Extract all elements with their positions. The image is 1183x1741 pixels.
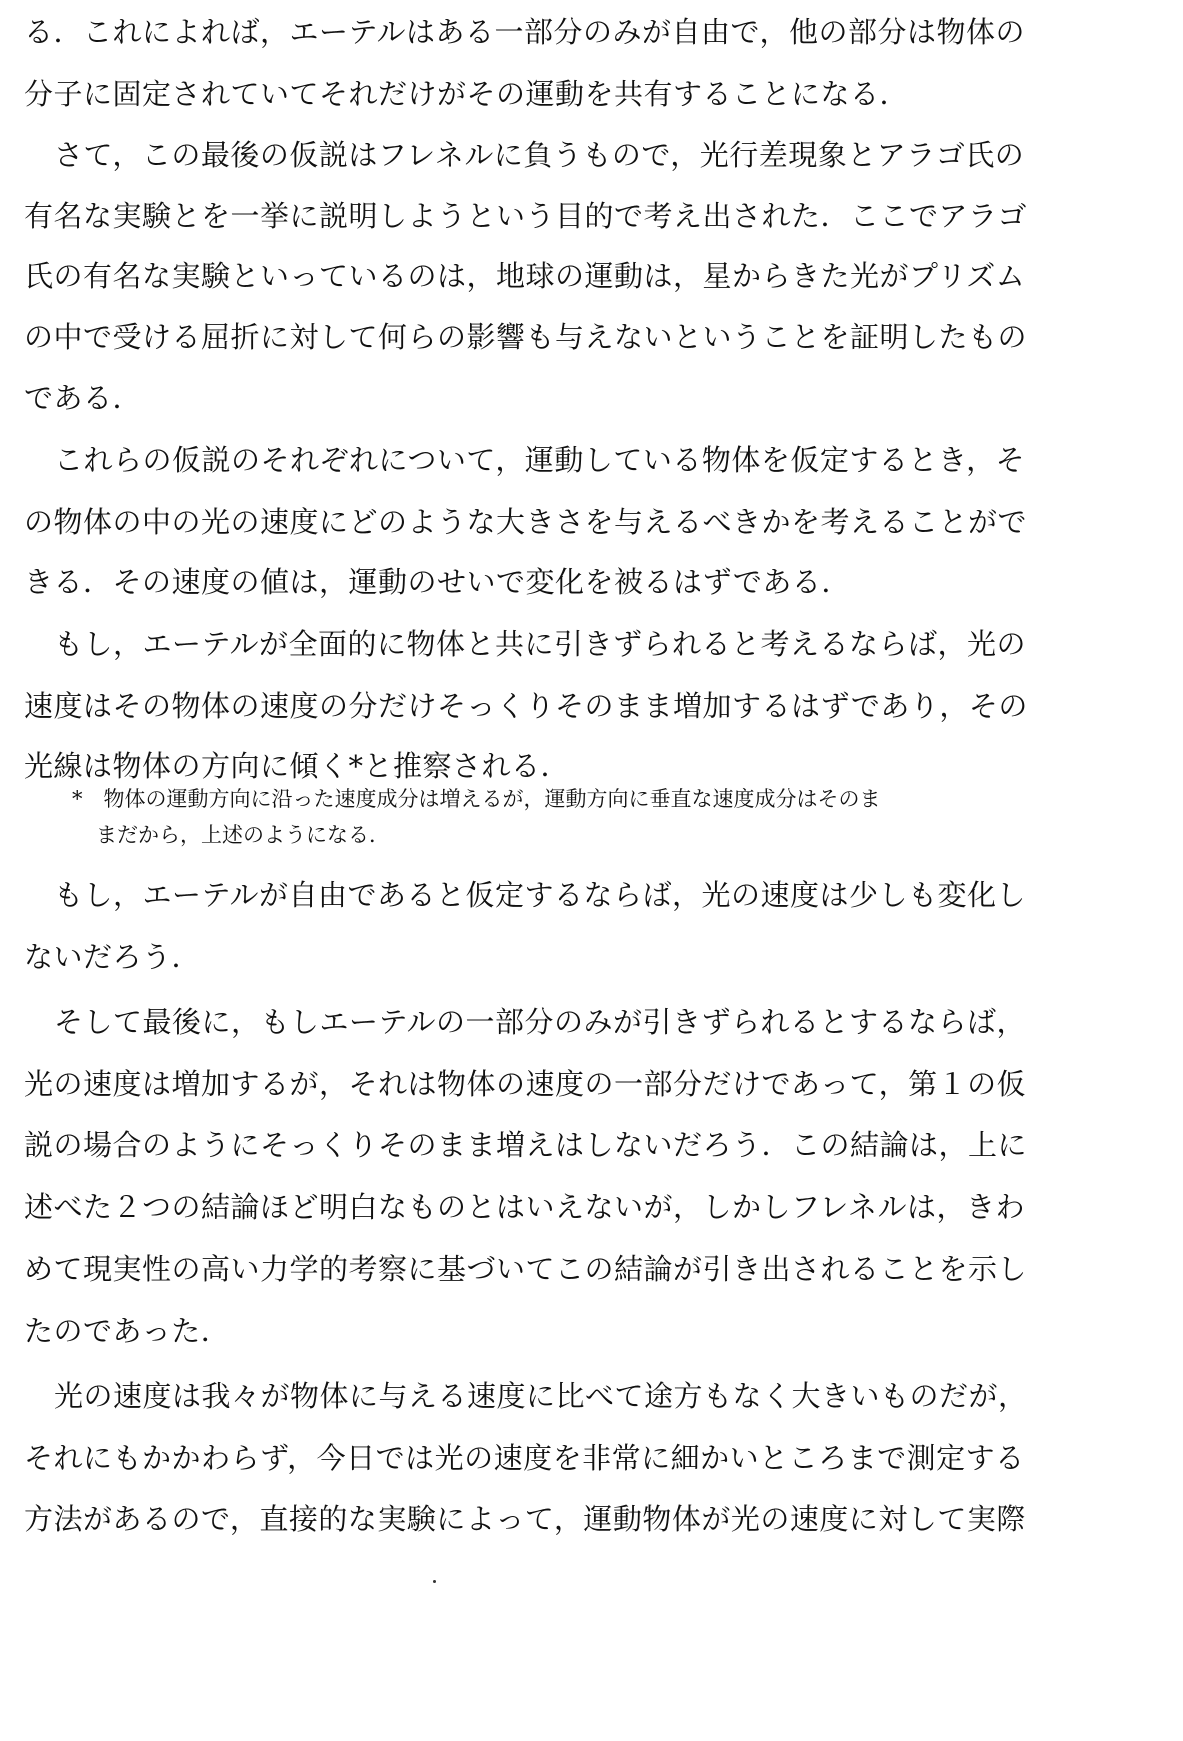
footnote-line: まだから，上述のようになる．: [96, 823, 390, 847]
text-line: 光線は物体の方向に傾く*と推察される．: [24, 749, 571, 783]
text-line: 氏の有名な実験といっているのは，地球の運動は，星からきた光がプリズム: [24, 259, 1026, 293]
text-line: の中で受ける屈折に対して何らの影響も与えないということを証明したもの: [24, 320, 1028, 354]
text-line: の物体の中の光の速度にどのような大きさを与えるべきかを考えることがで: [24, 505, 1028, 539]
text-line: もし，エーテルが自由であると仮定するならば，光の速度は少しも変化し: [54, 878, 1027, 912]
text-line: それにもかかわらず，今日では光の速度を非常に細かいところまで測定する: [24, 1441, 1025, 1475]
text-line: 分子に固定されていてそれだけがその運動を共有することになる．: [24, 77, 910, 111]
text-line: 方法があるので，直接的な実験によって，運動物体が光の速度に対して実際: [24, 1502, 1026, 1536]
text-line: 光の速度は増加するが，それは物体の速度の一部分だけであって，第１の仮: [24, 1067, 1027, 1101]
text-line: 説の場合のようにそっくりそのまま増えはしないだろう．この結論は，上に: [24, 1128, 1028, 1162]
text-line: ないだろう．: [24, 940, 202, 974]
text-line: そして最後に，もしエーテルの一部分のみが引きずられるとするならば，: [54, 1005, 1027, 1039]
text-line: もし，エーテルが全面的に物体と共に引きずられると考えるならば，光の: [54, 627, 1027, 661]
text-line: きる．その速度の値は，運動のせいで変化を被るはずである．: [24, 565, 851, 599]
text-line: 述べた２つの結論ほど明白なものとはいえないが，しかしフレネルは，きわ: [24, 1190, 1025, 1224]
text-line: さて，この最後の仮説はフレネルに負うもので，光行差現象とアラゴ氏の: [54, 138, 1025, 172]
text-line: 有名な実験とを一挙に説明しようという目的で考え出された．ここでアラゴ: [24, 199, 1028, 233]
text-line: 光の速度は我々が物体に与える速度に比べて途方もなく大きいものだが，: [54, 1379, 1028, 1413]
text-line: これらの仮説のそれぞれについて，運動している物体を仮定するとき，そ: [54, 443, 1026, 477]
footnote-line: * 物体の運動方向に沿った速度成分は増えるが，運動方向に垂直な速度成分はそのま: [72, 787, 881, 811]
text-line: たのであった．: [24, 1314, 231, 1348]
text-line: めて現実性の高い力学的考察に基づいてこの結論が引き出されることを示し: [24, 1252, 1028, 1286]
text-line: である．: [24, 381, 143, 415]
text-line: 速度はその物体の速度の分だけそっくりそのまま増加するはずであり，その: [24, 689, 1028, 723]
scan-speck: [433, 1580, 436, 1583]
text-line: る．これによれば，エーテルはある一部分のみが自由で，他の部分は物体の: [24, 15, 1025, 49]
